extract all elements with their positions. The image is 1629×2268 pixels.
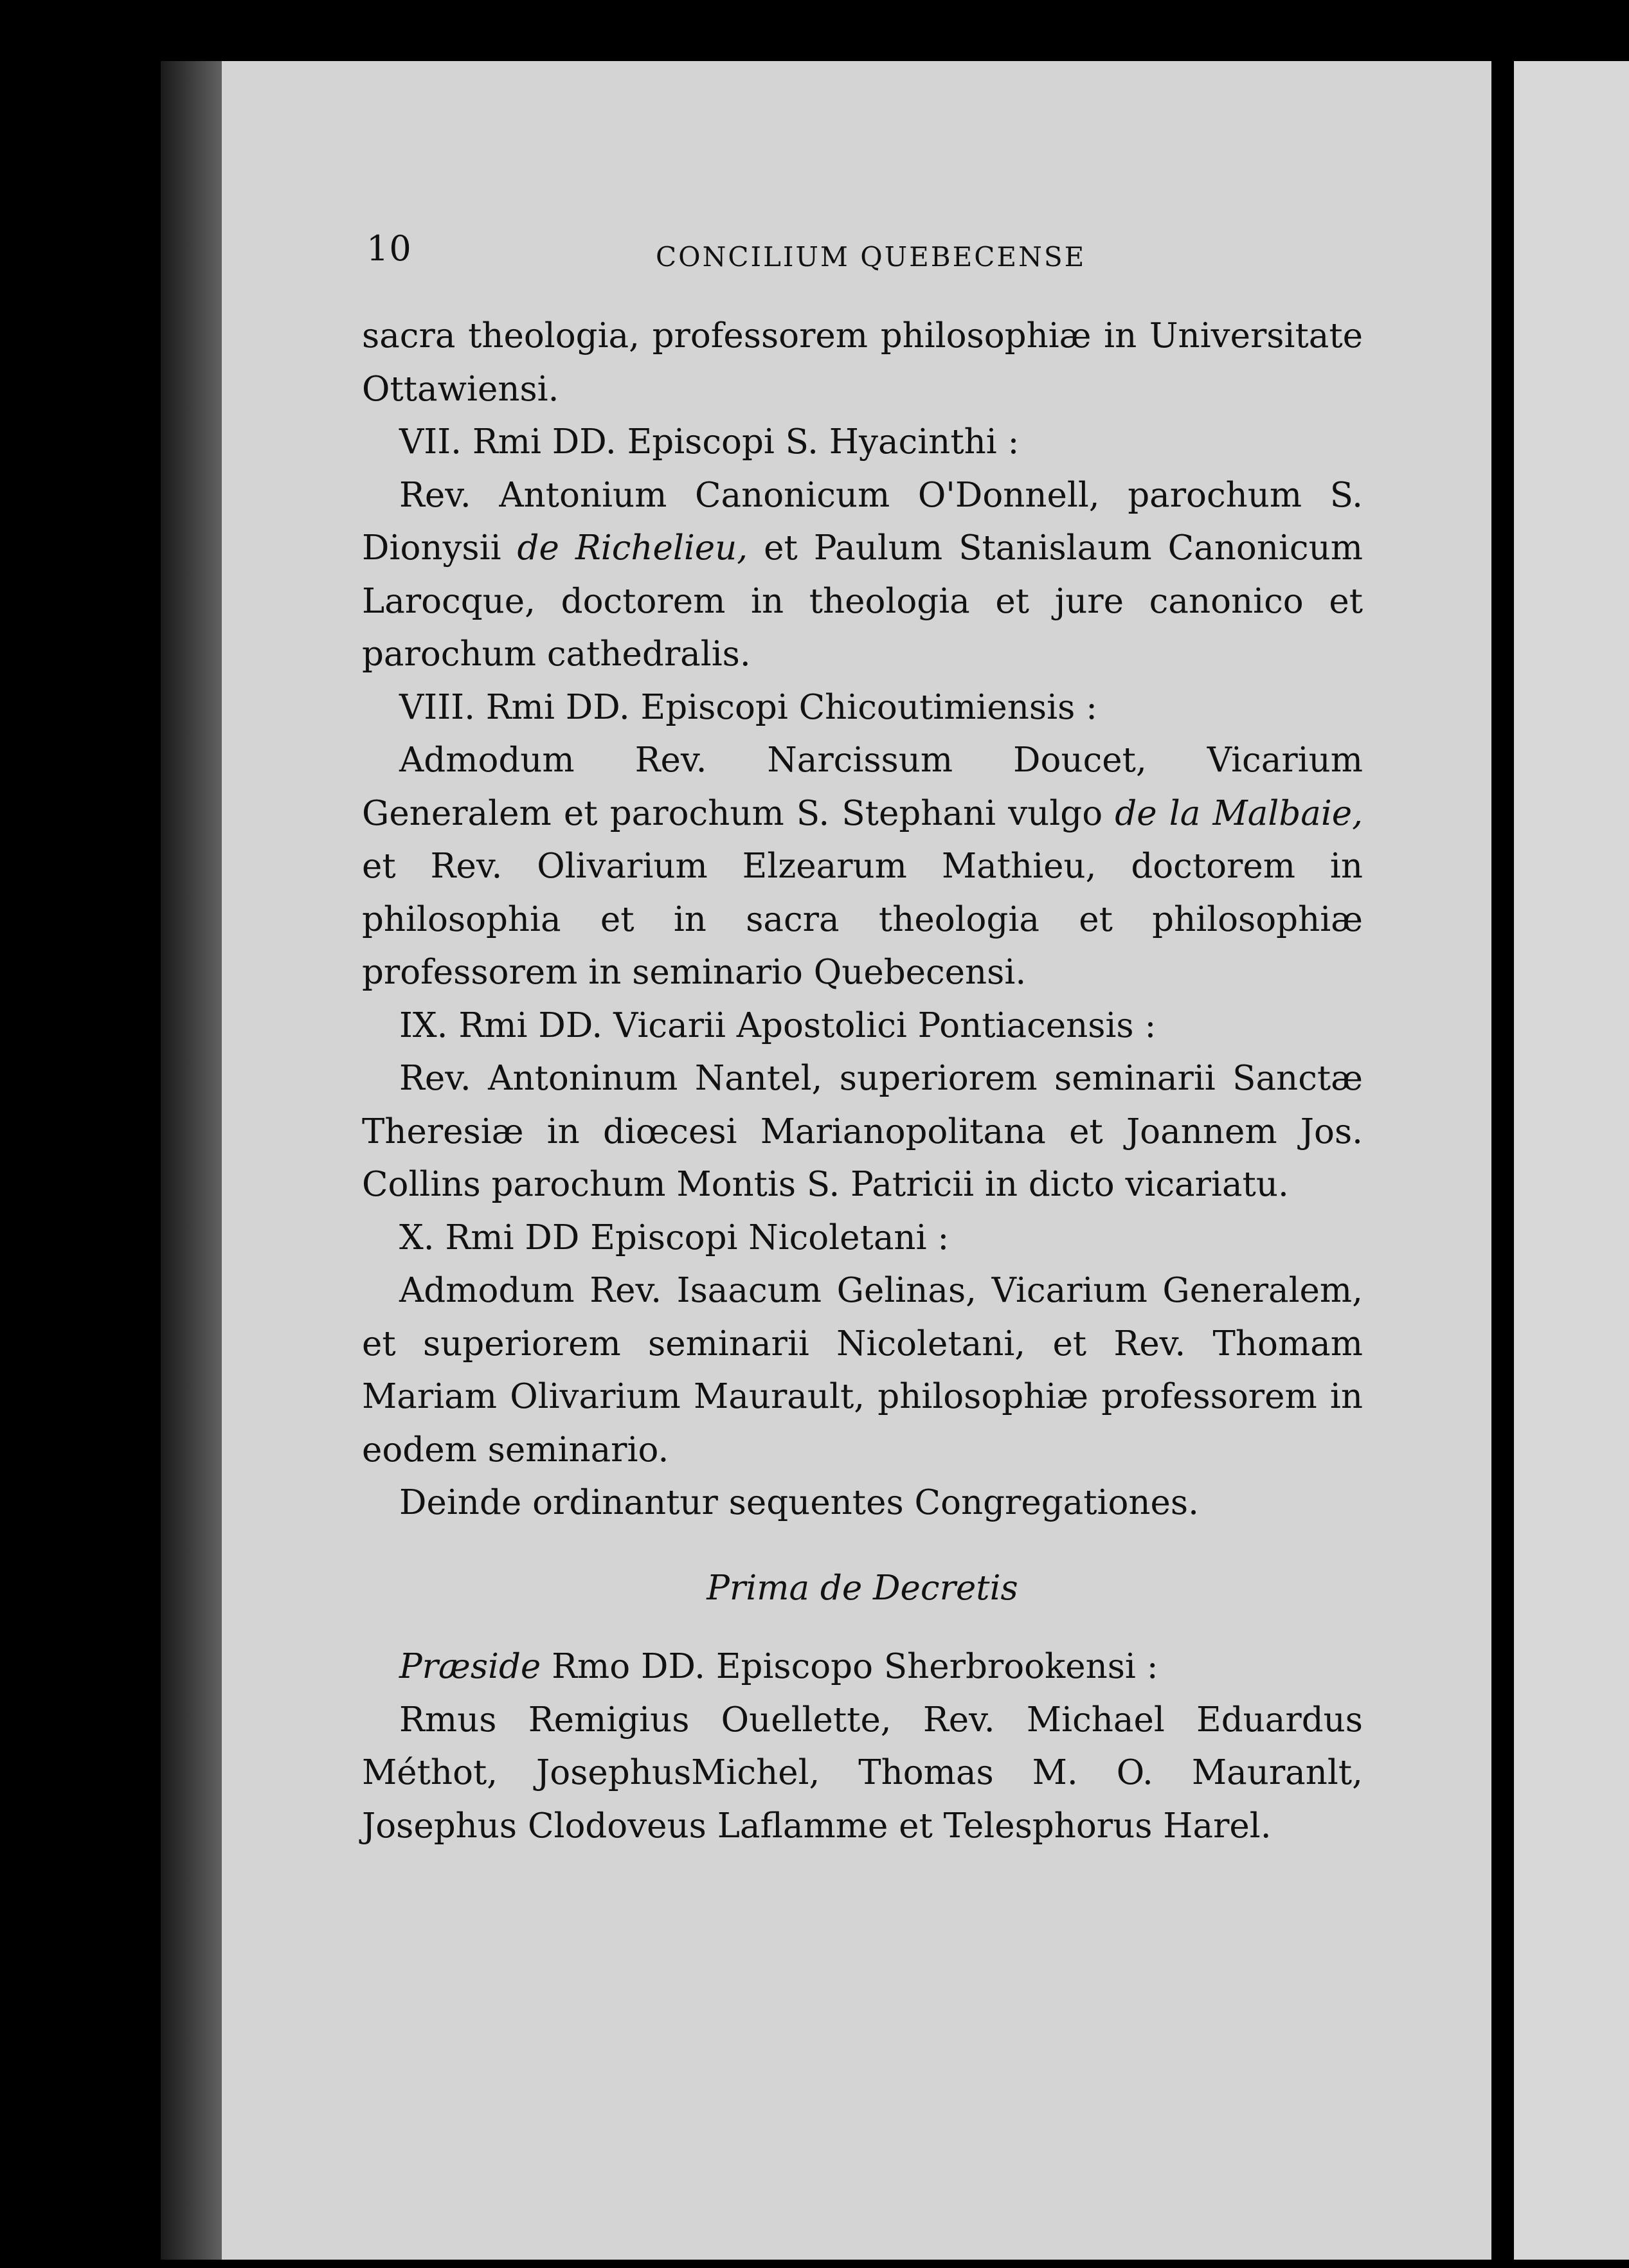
running-title: CONCILIUM QUEBECENSE [656,241,1086,273]
section-heading: VIII. Rmi DD. Episcopi Chicoutimiensis : [399,687,1097,727]
paragraph: sacra theologia, professorem philosophiæ in Universitate Ottawiensi. [362,316,1363,409]
section-heading: VII. Rmi DD. Episcopi S. Hyacinthi : [399,422,1020,462]
page-number: 10 [366,228,412,269]
paragraph: Rev. Antonium Canonicum O'Donnell, parochum S. Dionysii de Richelieu, et Paulum Stanislaum Canonicum Larocque, doctorem in theologia et jure canonico et parochum cathedralis. [362,475,1363,674]
paragraph: Rev. Antoninum Nantel, superiorem seminarii Sanctæ Theresiæ in diœcesi Marianopolitana et Joannem Jos. Collins parochum Montis S. Patricii in dicto vicariatu. [362,1059,1363,1204]
paragraph: Deinde ordinantur sequentes Congregationes. [399,1483,1199,1522]
section-heading: X. Rmi DD Episcopi Nicoletani : [399,1218,950,1257]
section-heading: IX. Rmi DD. Vicarii Apostolici Pontiacensis : [399,1005,1156,1045]
paragraph: Rmus Remigius Ouellette, Rev. Michael Eduardus Méthot, JosephusMichel, Thomas M. O. Mauranlt, Josephus Clodoveus Laflamme et Telesphorus Harel. [362,1700,1363,1846]
subsection-title: Prima de Decretis [706,1568,1018,1608]
paragraph: Præside Rmo DD. Episcopo Sherbrookensi : [399,1647,1158,1686]
paragraph: Admodum Rev. Isaacum Gelinas, Vicarium Generalem, et superiorem seminarii Nicoletani, et Rev. Thomam Mariam Olivarium Maurault, philosophiæ professorem in eodem seminario. [362,1271,1363,1470]
facing-page-edge [1514,61,1629,2260]
book-spine [161,61,231,2260]
page-body [362,310,1363,1853]
paragraph: Admodum Rev. Narcissum Doucet, Vicarium Generalem et parochum S. Stephani vulgo de la Malbaie, et Rev. Olivarium Elzearum Mathieu, doctorem in philosophia et in sacra theologia et philosophiæ professorem in seminario Quebecensi. [362,741,1364,992]
